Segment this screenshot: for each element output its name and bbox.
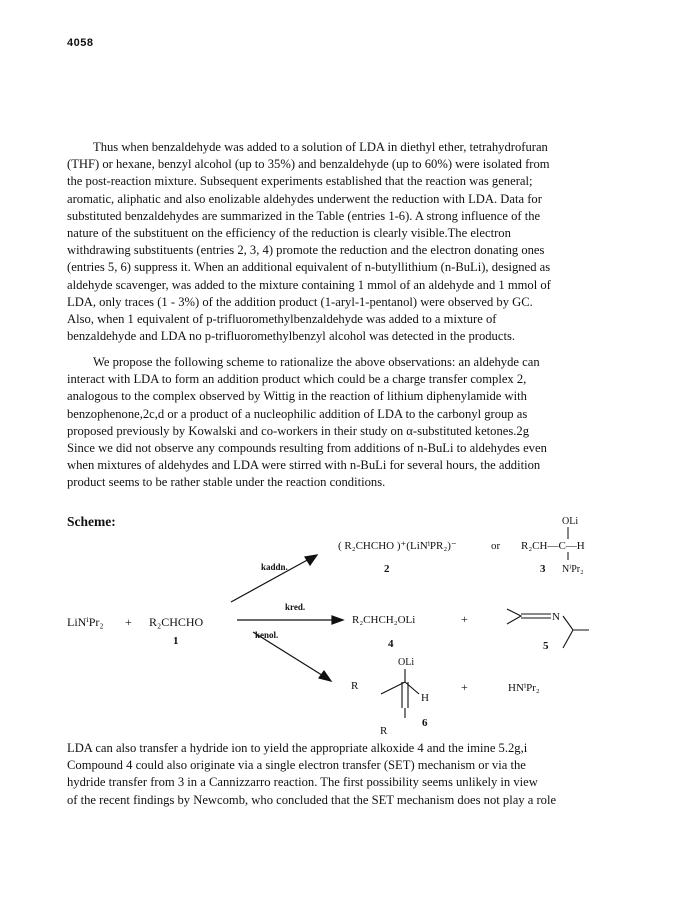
text-line: aldehyde scavenger, was added to the mixture containing 1 mmol of an aldehyde and 1 mmol of	[67, 277, 551, 292]
plus-sign: +	[461, 680, 468, 694]
text-line: the post-reaction mixture. Subsequent experiments established that the reaction was general;	[67, 174, 533, 189]
enolate-oli: OLi	[398, 657, 415, 668]
text-line: (entries 5, 6) suppress it. When an additional equivalent of n-butyllithium (n-BuLi), designed as	[67, 260, 551, 275]
text-line: analogous to the complex observed by Wittig in the reaction of lithium diphenylamide with	[67, 389, 527, 404]
text-line: LDA, only traces (1 - 3%) of the addition product (1-aryl-1-pentanol) were observed by GC.	[67, 294, 533, 309]
compound-number: 1	[173, 635, 179, 647]
or-label: or	[491, 540, 501, 552]
compound-number: 6	[422, 717, 428, 729]
text-line: aromatic, aliphatic and also enolizable aldehydes underwent the reduction with LDA. Data for	[67, 191, 542, 206]
text-line: Thus when benzaldehyde was added to a solution of LDA in diethyl ether, tetrahydrofuran	[93, 140, 548, 154]
alkoxide-4: R₂CHCH₂OLi	[352, 614, 416, 626]
rate-constant-addn: kaddn.	[261, 562, 288, 572]
compound-number: 3	[540, 563, 546, 575]
plus-sign: +	[461, 612, 468, 626]
arrowhead	[332, 616, 343, 624]
text-line: Compound 4 could also originate via a single electron transfer (SET) mechanism or via the	[67, 758, 526, 773]
compound-number: 5	[543, 640, 549, 652]
text-line: hydride transfer from 3 in a Cannizzarro reaction. The first possibility seems unlikely in view	[67, 775, 538, 790]
enolate-structure	[381, 669, 419, 718]
arrowhead	[305, 555, 317, 565]
adduct-oli: OLi	[562, 516, 579, 527]
enolate-hydrogen: H	[421, 692, 429, 704]
text-line: benzophenone,2c,d or a product of a nucleophilic addition of LDA to the carbonyl group as	[67, 406, 528, 421]
text-line: LDA can also transfer a hydride ion to yield the appropriate alkoxide 4 and the imine 5.2g,i	[67, 741, 528, 755]
text-line: Also, when 1 equivalent of p-trifluoromethylbenzaldehyde was added to a mixture of	[67, 312, 497, 327]
reactant-lda: LiNⁱPr₂	[67, 615, 104, 629]
text-line: proposed previously by Kowalski and co-workers in their study on α-substituted ketones.2g	[67, 423, 530, 438]
rate-constant-red: kred.	[285, 602, 306, 612]
complex-2: ( R₂CHCHO )⁺(LiNⁱPR₂)⁻	[338, 540, 457, 552]
reactant-aldehyde: R₂CHCHO	[149, 615, 204, 629]
text-line: nature of the substituent on the efficiency of the reduction is clearly visible.The electron	[67, 226, 511, 241]
text-line: product seems to be rather stable under the reaction conditions.	[67, 475, 386, 490]
text-line: benzaldehyde and LDA no p-trifluoromethylbenzyl alcohol was detected in the products.	[67, 329, 515, 344]
compound-number: 2	[384, 563, 390, 575]
text-line: of the recent findings by Newcomb, who concluded that the SET mechanism does not play a role	[67, 792, 557, 807]
paragraph-1	[67, 139, 612, 345]
arrowhead	[319, 671, 331, 681]
enolate-r: R	[380, 725, 388, 737]
plus-sign: +	[125, 615, 132, 629]
adduct-amide: NⁱPr₂	[562, 564, 584, 575]
enolate-r: R	[351, 680, 359, 692]
scheme-title: Scheme:	[67, 514, 116, 529]
paragraph-2	[67, 354, 612, 492]
text-line: withdrawing substituents (entries 2, 3, 4) promote the reduction and the electron donating ones	[67, 243, 545, 258]
text-line: interact with LDA to form an addition product which could be a charge transfer complex 2,	[67, 372, 527, 387]
text-line: when mixtures of aldehydes and LDA were stirred with n-BuLi for several hours, the addition	[67, 458, 541, 473]
text-line: substituted benzaldehydes are summarized in the Table (entries 1-6). A strong influence of the	[67, 208, 541, 223]
paragraph-3	[67, 740, 612, 809]
compound-number: 4	[388, 638, 394, 650]
rate-constant-enol: kenol.	[255, 630, 279, 640]
text-line: We propose the following scheme to rationalize the above observations: an aldehyde can	[93, 355, 540, 369]
text-line: (THF) or hexane, benzyl alcohol (up to 35%) and benzaldehyde (up to 60%) were isolated from	[67, 157, 550, 172]
adduct-3: R₂CH—C—H	[521, 540, 585, 552]
text-line: Since we did not observe any compounds resulting from additions of n-BuLi to aldehydes even	[67, 441, 547, 456]
reaction-scheme	[55, 502, 615, 742]
diisopropylamine: HNⁱPr₂	[508, 682, 540, 694]
page-number: 4058	[67, 37, 94, 49]
imine-nitrogen: N	[552, 611, 560, 623]
